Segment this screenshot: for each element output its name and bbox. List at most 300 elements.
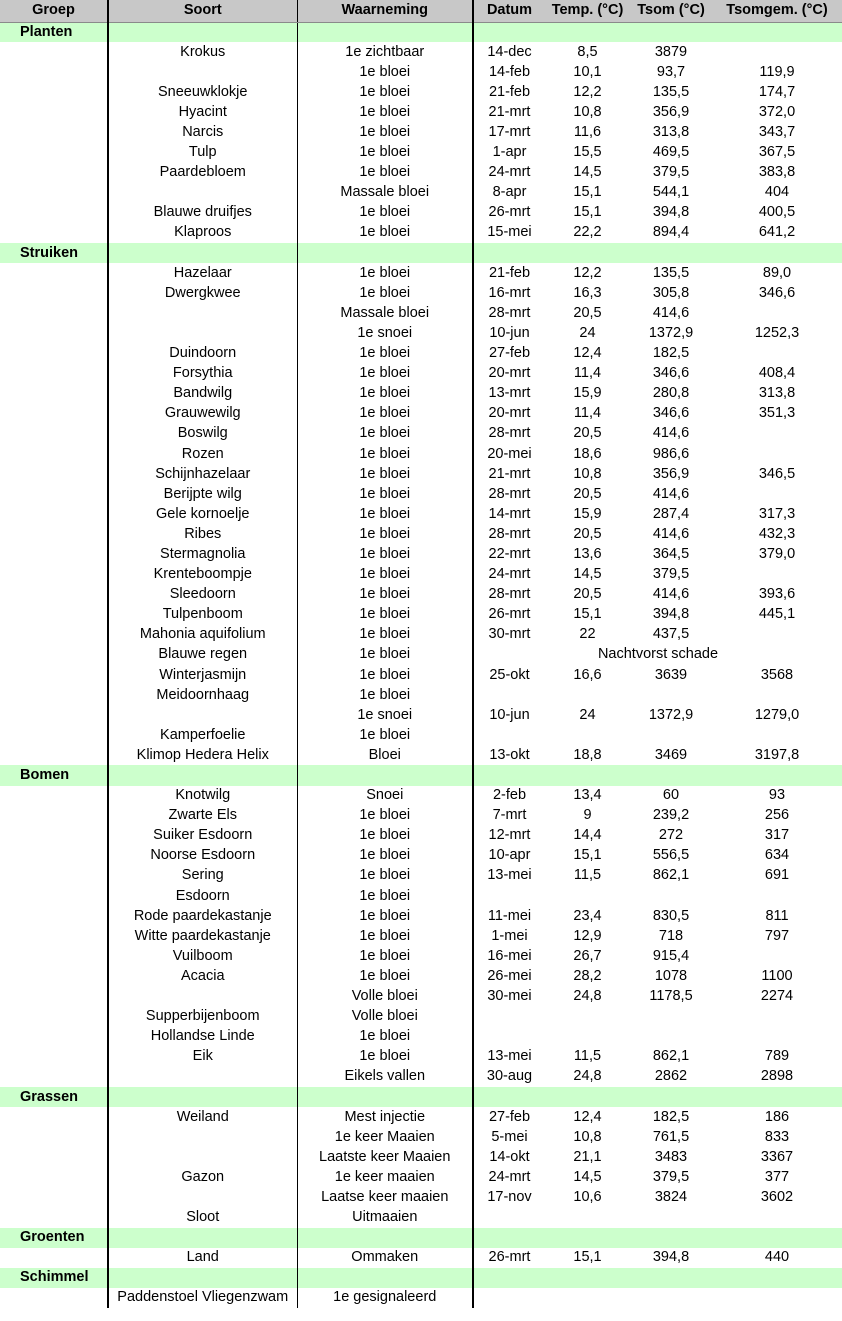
cell-temp: 18,6 <box>573 445 602 462</box>
cell-temp: 11,6 <box>573 124 602 141</box>
cell-waarneming: 1e bloei <box>297 685 473 705</box>
table-row <box>0 384 842 404</box>
table-row <box>0 484 842 504</box>
cell-tsom: 414,6 <box>652 485 690 502</box>
cell-datum: 28-mrt <box>473 424 545 444</box>
cell-groep <box>0 183 108 203</box>
cell-soort: Vuilboom <box>108 946 297 966</box>
cell-waarneming: Uitmaaien <box>297 1208 473 1228</box>
cell-tsomgem: 408,4 <box>758 365 796 382</box>
cell-tsom: 830,5 <box>652 907 690 924</box>
cell-waarneming: 1e bloei <box>297 163 473 183</box>
cell-temp <box>545 685 630 705</box>
cell-soort: Eik <box>108 1047 297 1067</box>
group-row <box>0 1087 842 1107</box>
cell-waarneming: 1e bloei <box>297 585 473 605</box>
table-row <box>0 1027 842 1047</box>
cell-temp: 11,5 <box>573 867 602 884</box>
table-row <box>0 183 842 203</box>
cell-groep <box>0 263 108 283</box>
table-row <box>0 283 842 303</box>
table-row <box>0 1208 842 1228</box>
cell-soort: Hyacint <box>108 102 297 122</box>
cell-tsom: 469,5 <box>652 144 690 161</box>
cell-waarneming: 1e bloei <box>297 364 473 384</box>
group-fill-cell <box>297 1087 473 1107</box>
cell-tsom: 414,6 <box>652 525 690 542</box>
cell-tsomgem: 174,7 <box>758 83 796 100</box>
cell-tsom: 3824 <box>654 1188 688 1205</box>
cell-tsomgem: 789 <box>764 1048 790 1065</box>
group-fill-cell <box>545 765 630 785</box>
cell-waarneming: 1e bloei <box>297 605 473 625</box>
cell-tsomgem: 445,1 <box>758 606 796 623</box>
header-datum: Datum <box>473 0 545 22</box>
group-fill-cell <box>297 1228 473 1248</box>
cell-tsomgem: 372,0 <box>758 103 796 120</box>
cell-soort: Sleedoorn <box>108 585 297 605</box>
cell-waarneming: 1e bloei <box>297 122 473 142</box>
table-body <box>0 22 842 1308</box>
cell-tsomgem: 393,6 <box>758 586 796 603</box>
cell-soort: Paardebloem <box>108 163 297 183</box>
cell-temp <box>545 886 630 906</box>
cell-groep <box>0 444 108 464</box>
cell-soort: Supperbijenboom <box>108 1007 297 1027</box>
cell-groep <box>0 665 108 685</box>
cell-soort: Mahonia aquifolium <box>108 625 297 645</box>
table-row <box>0 42 842 62</box>
cell-temp: 14,5 <box>573 566 602 583</box>
cell-groep <box>0 725 108 745</box>
cell-soort <box>108 1147 297 1167</box>
cell-tsomgem: 1100 <box>761 967 793 984</box>
cell-groep <box>0 1167 108 1187</box>
cell-groep <box>0 625 108 645</box>
cell-soort: Krokus <box>108 42 297 62</box>
cell-tsomgem <box>712 484 842 504</box>
cell-temp: 10,1 <box>573 63 602 80</box>
cell-waarneming: 1e gesignaleerd <box>297 1288 473 1308</box>
cell-datum: 28-mrt <box>473 524 545 544</box>
cell-soort: Boswilg <box>108 424 297 444</box>
cell-tsom: 346,6 <box>652 405 690 422</box>
cell-soort: Winterjasmijn <box>108 665 297 685</box>
cell-soort: Suiker Esdoorn <box>108 826 297 846</box>
cell-tsomgem <box>712 344 842 364</box>
cell-soort: Narcis <box>108 122 297 142</box>
cell-temp: 20,5 <box>573 586 602 603</box>
cell-waarneming: Massale bloei <box>297 303 473 323</box>
cell-groep <box>0 1147 108 1167</box>
cell-tsom <box>630 725 712 745</box>
cell-tsom: 287,4 <box>652 505 690 522</box>
cell-groep <box>0 303 108 323</box>
cell-tsom: 414,6 <box>652 586 690 603</box>
group-name: Schimmel <box>0 1268 108 1288</box>
group-fill-cell <box>630 1268 712 1288</box>
cell-tsomgem: 256 <box>764 807 790 824</box>
table-row <box>0 364 842 384</box>
group-fill-cell <box>473 22 545 42</box>
cell-groep <box>0 1007 108 1027</box>
cell-temp: 10,8 <box>573 103 602 120</box>
cell-waarneming: 1e bloei <box>297 404 473 424</box>
cell-temp: 14,5 <box>573 1168 602 1185</box>
table-row <box>0 1167 842 1187</box>
cell-groep <box>0 1248 108 1268</box>
cell-datum: 20-mrt <box>473 364 545 384</box>
group-fill-cell <box>712 1087 842 1107</box>
cell-datum: 11-mei <box>473 906 545 926</box>
cell-datum: 14-okt <box>473 1147 545 1167</box>
cell-tsomgem: 3568 <box>760 666 794 683</box>
cell-tsom: 313,8 <box>652 124 690 141</box>
cell-temp: 24 <box>579 324 596 341</box>
cell-soort: Krenteboompje <box>108 565 297 585</box>
cell-waarneming: 1e bloei <box>297 424 473 444</box>
cell-tsomgem: 317 <box>764 827 790 844</box>
cell-soort <box>108 183 297 203</box>
cell-tsomgem <box>712 1288 842 1308</box>
cell-temp <box>545 1027 630 1047</box>
table-row <box>0 1047 842 1067</box>
cell-groep <box>0 786 108 806</box>
group-fill-cell <box>297 243 473 263</box>
cell-tsom: 3639 <box>654 666 688 683</box>
cell-datum <box>473 1208 545 1228</box>
cell-tsomgem: 93 <box>768 787 786 804</box>
cell-waarneming: 1e bloei <box>297 926 473 946</box>
cell-waarneming: 1e snoei <box>297 323 473 343</box>
cell-groep <box>0 42 108 62</box>
cell-tsom: 3483 <box>654 1148 688 1165</box>
cell-datum: 2-feb <box>473 786 545 806</box>
cell-datum <box>473 685 545 705</box>
group-fill-cell <box>545 243 630 263</box>
group-fill-cell <box>473 765 545 785</box>
cell-waarneming: 1e bloei <box>297 384 473 404</box>
cell-datum: 14-feb <box>473 62 545 82</box>
cell-temp: 15,1 <box>573 1249 602 1266</box>
cell-groep <box>0 585 108 605</box>
cell-groep <box>0 143 108 163</box>
cell-waarneming: Laatse keer maaien <box>297 1187 473 1207</box>
cell-waarneming: 1e zichtbaar <box>297 42 473 62</box>
cell-tsomgem: 379,0 <box>758 545 796 562</box>
cell-waarneming: 1e bloei <box>297 484 473 504</box>
cell-waarneming: 1e bloei <box>297 82 473 102</box>
group-fill-cell <box>712 243 842 263</box>
cell-temp: 23,4 <box>573 907 602 924</box>
cell-datum: 28-mrt <box>473 484 545 504</box>
cell-waarneming: Eikels vallen <box>297 1067 473 1087</box>
table-row <box>0 223 842 243</box>
cell-waarneming: 1e snoei <box>297 705 473 725</box>
cell-soort: Knotwilg <box>108 786 297 806</box>
cell-groep <box>0 745 108 765</box>
cell-note: Nachtvorst schade <box>473 645 842 665</box>
cell-groep <box>0 82 108 102</box>
cell-waarneming: Ommaken <box>297 1248 473 1268</box>
cell-soort: Ribes <box>108 524 297 544</box>
table-row <box>0 826 842 846</box>
group-fill-cell <box>712 765 842 785</box>
cell-tsom: 544,1 <box>652 184 690 201</box>
cell-tsom: 305,8 <box>652 284 690 301</box>
cell-groep <box>0 283 108 303</box>
cell-tsom: 414,6 <box>652 425 690 442</box>
group-fill-cell <box>108 1268 297 1288</box>
cell-soort: Berijpte wilg <box>108 484 297 504</box>
cell-datum: 17-mrt <box>473 122 545 142</box>
cell-waarneming: 1e bloei <box>297 966 473 986</box>
cell-groep <box>0 645 108 665</box>
cell-soort <box>108 1187 297 1207</box>
cell-tsom: 182,5 <box>652 1108 690 1125</box>
cell-soort: Witte paardekastanje <box>108 926 297 946</box>
cell-temp: 12,4 <box>573 1108 602 1125</box>
cell-groep <box>0 826 108 846</box>
cell-tsomgem: 186 <box>764 1108 790 1125</box>
cell-soort: Forsythia <box>108 364 297 384</box>
cell-tsom: 414,6 <box>652 304 690 321</box>
table-row <box>0 344 842 364</box>
cell-tsom <box>630 1208 712 1228</box>
cell-tsomgem <box>712 725 842 745</box>
cell-temp: 15,1 <box>573 606 602 623</box>
cell-tsomgem: 2898 <box>760 1068 794 1085</box>
cell-datum: 26-mrt <box>473 605 545 625</box>
cell-tsom: 379,5 <box>652 1168 690 1185</box>
cell-datum: 21-mrt <box>473 102 545 122</box>
cell-tsomgem: 383,8 <box>758 164 796 181</box>
cell-temp: 8,5 <box>577 43 598 60</box>
group-fill-cell <box>630 22 712 42</box>
cell-soort: Kamperfoelie <box>108 725 297 745</box>
group-fill-cell <box>712 22 842 42</box>
cell-waarneming: 1e bloei <box>297 645 473 665</box>
cell-datum: 12-mrt <box>473 826 545 846</box>
cell-tsomgem <box>712 625 842 645</box>
cell-groep <box>0 504 108 524</box>
cell-tsomgem <box>712 303 842 323</box>
cell-tsomgem: 797 <box>764 927 790 944</box>
cell-waarneming: 1e bloei <box>297 504 473 524</box>
cell-temp: 16,6 <box>573 666 602 683</box>
table-row <box>0 585 842 605</box>
group-fill-cell <box>297 22 473 42</box>
cell-tsom: 2862 <box>654 1068 688 1085</box>
cell-waarneming: 1e bloei <box>297 1047 473 1067</box>
header-soort: Soort <box>108 0 297 22</box>
cell-tsomgem: 400,5 <box>758 204 796 221</box>
cell-waarneming: Massale bloei <box>297 183 473 203</box>
cell-tsomgem <box>712 1007 842 1027</box>
cell-temp: 28,2 <box>573 967 602 984</box>
cell-tsom: 986,6 <box>652 445 690 462</box>
table-row <box>0 163 842 183</box>
cell-tsomgem: 89,0 <box>762 264 792 281</box>
cell-datum: 14-mrt <box>473 504 545 524</box>
cell-tsomgem: 634 <box>764 847 790 864</box>
cell-tsom: 379,5 <box>652 164 690 181</box>
cell-tsom: 182,5 <box>652 345 690 362</box>
group-row <box>0 22 842 42</box>
table-row <box>0 906 842 926</box>
group-fill-cell <box>297 765 473 785</box>
cell-datum: 1-apr <box>473 143 545 163</box>
cell-tsom <box>630 1288 712 1308</box>
cell-tsom: 346,6 <box>652 365 690 382</box>
cell-soort: Hollandse Linde <box>108 1027 297 1047</box>
cell-datum: 8-apr <box>473 183 545 203</box>
cell-waarneming: 1e keer maaien <box>297 1167 473 1187</box>
group-fill-cell <box>473 243 545 263</box>
group-fill-cell <box>108 22 297 42</box>
cell-groep <box>0 1047 108 1067</box>
cell-temp: 11,4 <box>573 365 602 382</box>
cell-soort: Esdoorn <box>108 886 297 906</box>
header-tsom: Tsom (°C) <box>630 0 712 22</box>
cell-temp: 10,8 <box>573 465 602 482</box>
group-fill-cell <box>473 1268 545 1288</box>
table-row <box>0 1067 842 1087</box>
cell-tsomgem: 833 <box>764 1128 790 1145</box>
cell-temp: 20,5 <box>573 304 602 321</box>
cell-datum: 13-mrt <box>473 384 545 404</box>
cell-soort: Meidoornhaag <box>108 685 297 705</box>
cell-tsom: 135,5 <box>652 264 690 281</box>
cell-datum: 25-okt <box>473 665 545 685</box>
cell-waarneming: 1e bloei <box>297 665 473 685</box>
cell-soort <box>108 1127 297 1147</box>
group-name: Planten <box>0 22 108 42</box>
cell-groep <box>0 424 108 444</box>
table-row <box>0 685 842 705</box>
table-row <box>0 323 842 343</box>
cell-groep <box>0 203 108 223</box>
table-row <box>0 645 842 665</box>
cell-tsom: 364,5 <box>652 545 690 562</box>
cell-tsomgem: 1279,0 <box>754 706 800 723</box>
group-fill-cell <box>630 1228 712 1248</box>
cell-datum: 24-mrt <box>473 1167 545 1187</box>
cell-groep <box>0 946 108 966</box>
cell-tsom: 437,5 <box>652 626 690 643</box>
cell-groep <box>0 344 108 364</box>
cell-soort <box>108 323 297 343</box>
cell-temp <box>545 1288 630 1308</box>
cell-soort: Sneeuwklokje <box>108 82 297 102</box>
cell-datum: 22-mrt <box>473 544 545 564</box>
cell-tsom: 60 <box>662 787 680 804</box>
group-fill-cell <box>630 1087 712 1107</box>
table-row <box>0 665 842 685</box>
cell-temp: 13,4 <box>573 787 602 804</box>
cell-waarneming: 1e bloei <box>297 906 473 926</box>
table-row <box>0 1107 842 1127</box>
table-row <box>0 263 842 283</box>
cell-datum: 20-mei <box>473 444 545 464</box>
cell-soort: Sering <box>108 866 297 886</box>
cell-waarneming: 1e bloei <box>297 102 473 122</box>
group-row <box>0 1228 842 1248</box>
cell-datum: 26-mei <box>473 966 545 986</box>
header-waarneming: Waarneming <box>297 0 473 22</box>
cell-waarneming: 1e bloei <box>297 846 473 866</box>
table-row <box>0 605 842 625</box>
table-row <box>0 1127 842 1147</box>
cell-waarneming: 1e bloei <box>297 625 473 645</box>
cell-temp: 22,2 <box>573 224 602 241</box>
cell-groep <box>0 1027 108 1047</box>
cell-waarneming: 1e bloei <box>297 826 473 846</box>
cell-groep <box>0 926 108 946</box>
cell-temp: 12,4 <box>573 345 602 362</box>
cell-groep <box>0 364 108 384</box>
cell-groep <box>0 544 108 564</box>
cell-datum: 24-mrt <box>473 163 545 183</box>
cell-soort: Rozen <box>108 444 297 464</box>
cell-temp: 21,1 <box>573 1148 602 1165</box>
cell-tsomgem <box>712 1208 842 1228</box>
cell-datum: 13-mei <box>473 866 545 886</box>
cell-groep <box>0 705 108 725</box>
cell-datum: 30-aug <box>473 1067 545 1087</box>
cell-temp: 14,5 <box>573 164 602 181</box>
cell-waarneming: 1e bloei <box>297 223 473 243</box>
cell-soort: Hazelaar <box>108 263 297 283</box>
cell-temp: 15,1 <box>573 204 602 221</box>
cell-groep <box>0 806 108 826</box>
cell-tsomgem: 1252,3 <box>754 324 800 341</box>
cell-groep <box>0 1067 108 1087</box>
cell-soort: Paddenstoel Vliegenzwam <box>108 1288 297 1308</box>
table-row <box>0 1147 842 1167</box>
cell-groep <box>0 464 108 484</box>
table-row <box>0 544 842 564</box>
cell-waarneming: 1e bloei <box>297 544 473 564</box>
cell-soort: Land <box>108 1248 297 1268</box>
table-row <box>0 705 842 725</box>
cell-waarneming: 1e bloei <box>297 886 473 906</box>
cell-waarneming: Volle bloei <box>297 987 473 1007</box>
cell-soort <box>108 62 297 82</box>
cell-groep <box>0 122 108 142</box>
cell-soort: Noorse Esdoorn <box>108 846 297 866</box>
group-fill-cell <box>473 1228 545 1248</box>
cell-temp: 15,9 <box>573 385 602 402</box>
cell-groep <box>0 1208 108 1228</box>
cell-soort: Sloot <box>108 1208 297 1228</box>
cell-groep <box>0 163 108 183</box>
cell-soort: Klaproos <box>108 223 297 243</box>
cell-groep <box>0 846 108 866</box>
cell-datum <box>473 886 545 906</box>
cell-tsomgem: 3602 <box>760 1188 794 1205</box>
cell-waarneming: 1e keer Maaien <box>297 1127 473 1147</box>
table-row <box>0 806 842 826</box>
group-fill-cell <box>108 765 297 785</box>
table-row <box>0 625 842 645</box>
cell-soort: Zwarte Els <box>108 806 297 826</box>
cell-waarneming: 1e bloei <box>297 344 473 364</box>
cell-temp: 15,5 <box>573 144 602 161</box>
cell-tsom <box>630 886 712 906</box>
cell-soort <box>108 705 297 725</box>
header-groep: Groep <box>0 0 108 22</box>
